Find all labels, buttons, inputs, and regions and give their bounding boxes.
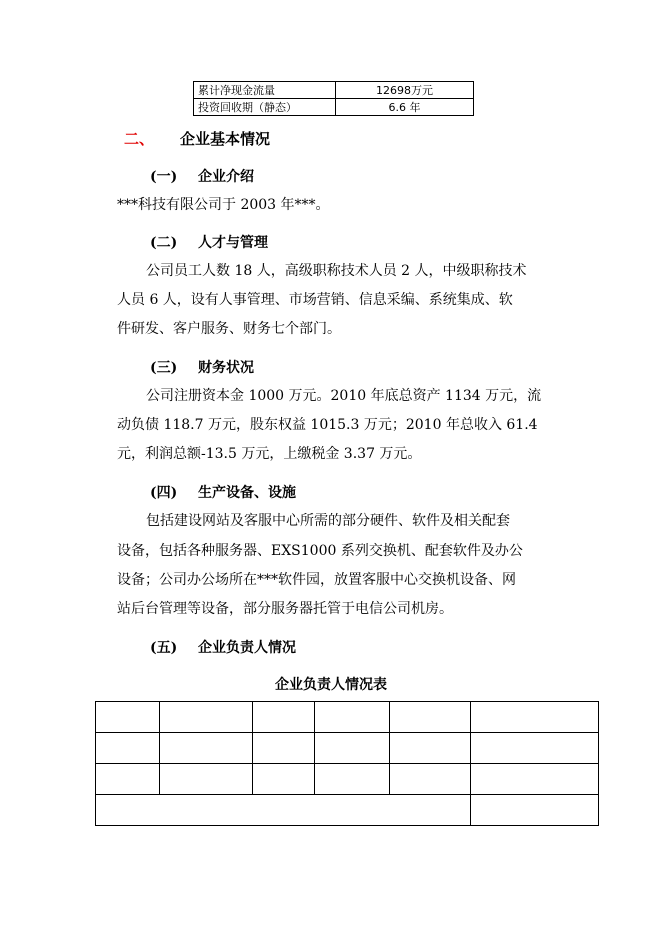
paragraph-line: 人员 6 人，设有人事管理、市场营销、信息采编、系统集成、软 <box>117 292 513 308</box>
table-cell <box>160 764 253 795</box>
table-row <box>96 764 599 795</box>
table-row <box>194 99 474 116</box>
paragraph-line: 设备；公司办公场所在***软件园，放置客服中心交换机设备、网 <box>117 572 516 588</box>
table-cell <box>315 764 390 795</box>
table-cell <box>471 795 599 826</box>
section-heading <box>124 128 270 149</box>
subsection-number: (三) <box>150 360 178 376</box>
table-cell <box>96 702 160 733</box>
paragraph-line: 包括建设网站及客服中心所需的部分硬件、软件及相关配套 <box>146 513 510 529</box>
subsection-heading <box>150 482 296 502</box>
subsection-title: 企业负责人情况 <box>198 640 296 656</box>
paragraph-line: 公司注册资本金 1000 万元。2010 年底总资产 1134 万元，流 <box>146 388 542 404</box>
summary-value: 12698万元 <box>336 82 474 99</box>
table-cell <box>96 795 471 826</box>
table-cell <box>253 764 315 795</box>
subsection-number: (五) <box>150 640 178 656</box>
summary-value: 6.6 年 <box>336 99 474 116</box>
subsection-number: (一) <box>150 169 178 185</box>
table-cell <box>253 702 315 733</box>
paragraph-line: 件研发、客户服务、财务七个部门。 <box>117 321 341 337</box>
paragraph-line: ***科技有限公司于 2003 年***。 <box>117 197 330 213</box>
leader-table <box>95 701 599 826</box>
table-cell <box>390 764 471 795</box>
table-cell <box>471 733 599 764</box>
table-cell <box>253 733 315 764</box>
table-cell <box>471 764 599 795</box>
subsection-heading <box>150 637 296 657</box>
section-number: 二、 <box>124 130 155 148</box>
subsection-title: 生产设备、设施 <box>198 485 296 501</box>
subsection-heading <box>150 357 254 377</box>
paragraph-line: 动负债 118.7 万元，股东权益 1015.3 万元；2010 年总收入 61.4 <box>117 417 538 433</box>
section-title: 企业基本情况 <box>180 130 271 148</box>
table-cell <box>315 702 390 733</box>
subsection-heading <box>150 166 254 186</box>
table-row <box>96 795 599 826</box>
table-cell <box>390 733 471 764</box>
paragraph-line: 公司员工人数 18 人，高级职称技术人员 2 人，中级职称技术 <box>146 263 527 279</box>
summary-label: 累计净现金流量 <box>194 82 336 99</box>
table-row <box>96 702 599 733</box>
summary-label: 投资回收期（静态） <box>194 99 336 116</box>
subsection-number: (二) <box>150 235 178 251</box>
subsection-heading <box>150 232 268 252</box>
table-caption: 企业负责人情况表 <box>275 677 387 693</box>
table-cell <box>160 733 253 764</box>
subsection-title: 人才与管理 <box>198 235 268 251</box>
paragraph-line: 站后台管理等设备，部分服务器托管于电信公司机房。 <box>117 601 453 617</box>
table-row <box>96 733 599 764</box>
subsection-title: 企业介绍 <box>198 169 254 185</box>
paragraph-line: 设备，包括各种服务器、EXS1000 系列交换机、配套软件及办公 <box>117 543 523 559</box>
summary-table <box>193 81 474 116</box>
subsection-title: 财务状况 <box>198 360 254 376</box>
paragraph-line: 元，利润总额-13.5 万元，上缴税金 3.37 万元。 <box>117 446 422 462</box>
table-cell <box>96 764 160 795</box>
table-cell <box>96 733 160 764</box>
subsection-number: (四) <box>150 485 178 501</box>
table-row <box>194 82 474 99</box>
table-cell <box>390 702 471 733</box>
table-cell <box>315 733 390 764</box>
table-cell <box>471 702 599 733</box>
table-cell <box>160 702 253 733</box>
